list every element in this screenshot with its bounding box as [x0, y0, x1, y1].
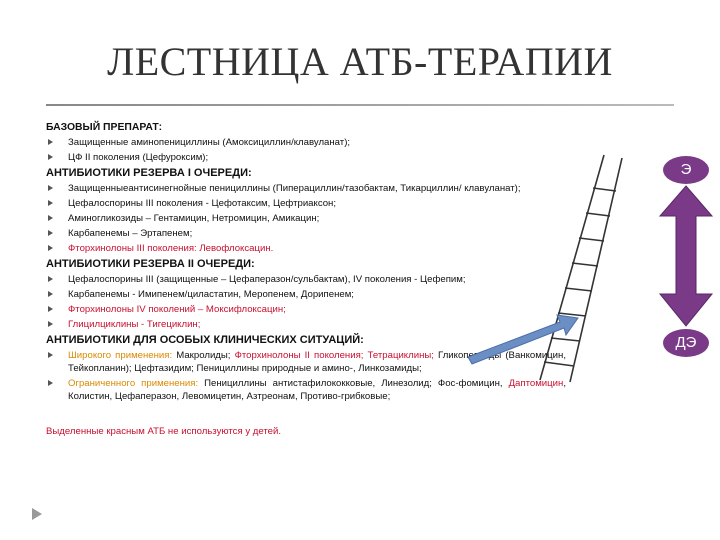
ladder-rung	[586, 213, 610, 216]
double-headed-arrow	[660, 186, 712, 326]
list-item-text: , Колистин, Цефаперазон, Левомицетин, Азтреонам, Противо-грибковые;	[68, 378, 566, 402]
ladder-rung	[572, 263, 598, 266]
section-heading-reserve-2: АНТИБИОТИКИ РЕЗЕРВА II ОЧЕРЕДИ:	[46, 258, 255, 270]
list-item-text: Защищенные аминопенициллины (Амоксициллин/клавуланат);	[68, 137, 351, 148]
list-item-text: Фторхинолоны II поколения; Тетрациклины;	[234, 350, 434, 361]
marker-label-bottom: ДЭ	[675, 334, 697, 351]
list-item-text: ЦФ II поколения (Цефуроксим);	[68, 152, 209, 163]
list-item-text: Фторхинолоны III поколения: Левофлоксацин.	[68, 243, 274, 254]
list-item-text: Макролиды;	[172, 350, 235, 361]
list-item-text: Широкого применения:	[68, 350, 173, 361]
next-slide-arrow[interactable]	[32, 508, 42, 520]
ladder-rung	[544, 362, 574, 366]
list-item-text: Карбапенемы - Имипенем/циластатин, Меропенем, Дорипенем;	[68, 289, 354, 300]
list-item-text: Цефалоспорины III поколения - Цефотаксим, Цефтриаксон;	[68, 198, 337, 209]
list-item-text: Ограниченного применения:	[68, 378, 199, 389]
section-heading-reserve-1: АНТИБИОТИКИ РЕЗЕРВА I ОЧЕРЕДИ:	[46, 167, 252, 179]
section-heading-base: БАЗОВЫЙ ПРЕПАРАТ:	[46, 122, 163, 133]
ladder-right-rail	[570, 158, 622, 382]
ladder-rung	[565, 288, 592, 291]
page-title: ЛЕСТНИЦА АТБ-ТЕРАПИИ	[107, 39, 613, 84]
footnote: Выделенные красным АТБ не используются у детей.	[46, 426, 282, 437]
section-heading-special: АНТИБИОТИКИ ДЛЯ ОСОБЫХ КЛИНИЧЕСКИХ СИТУАЦИЙ:	[46, 334, 364, 346]
list-item-text: Даптомицин	[508, 378, 564, 389]
ladder-rung	[551, 338, 580, 341]
list-item-text: Защищенныеантисинегнойные пенициллины (Пиперациллин/тазобактам, Тикарциллин/ клавуланат);	[68, 183, 521, 194]
ladder-rung	[579, 238, 604, 241]
list-item-text: Гликопептиды (Ванкомицин, Тейкопланин); Цефтазидим; Пенициллины природные и амино-, Линкозамиды;	[68, 350, 566, 374]
list-item-text: Аминогликозиды – Гентамицин, Нетромицин, Амикацин;	[68, 213, 320, 224]
ladder-rung	[593, 188, 616, 191]
list-item-text: Карбапенемы – Эртапенем;	[68, 228, 193, 239]
marker-label-top: Э	[680, 161, 692, 178]
list-item-text: Фторхинолоны IV поколений – Моксифлоксацин;	[68, 304, 286, 315]
list-item-text: Цефалоспорины III (защищенные – Цефаперазон/сульбактам), IV поколения - Цефепим;	[68, 274, 466, 285]
list-item-text: Пенициллины антистафилококковые, Линезолид; Фос-фомицин,	[198, 378, 509, 389]
list-item-text: Глицилциклины - Тигециклин;	[68, 319, 201, 330]
